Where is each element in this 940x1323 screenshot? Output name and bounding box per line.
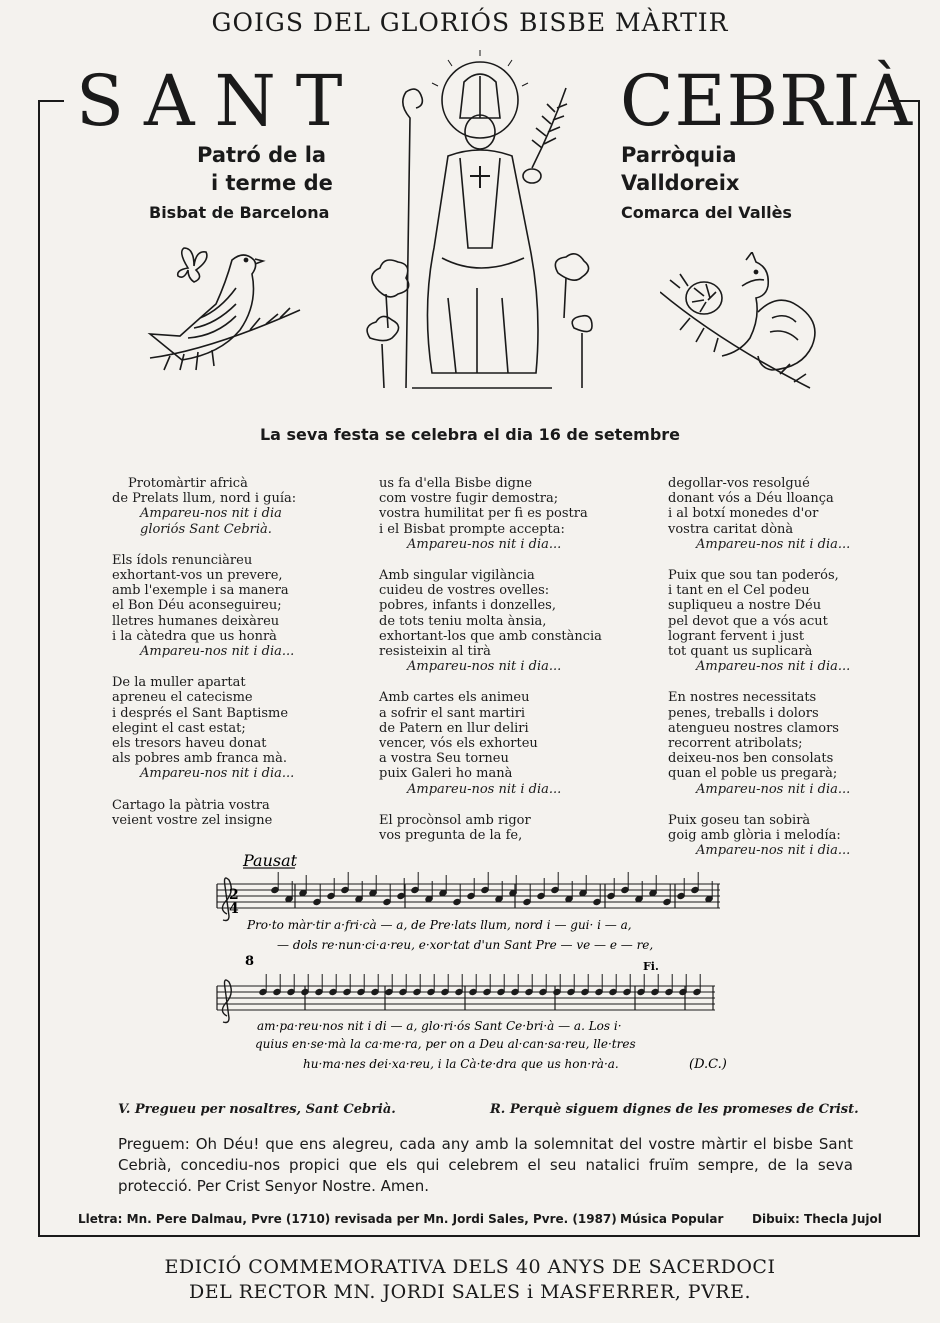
- verse-line: i al botxí monedes d'or: [668, 506, 819, 522]
- verse-line: Els ídols renunciàreu: [112, 552, 253, 568]
- verse-line: puix Galeri ho manà: [379, 766, 513, 782]
- verse-line: lletres humanes deixàreu: [112, 613, 280, 629]
- lyrics-line-2b: quius en·se·mà la ca·me·ra, per on a Deu al·can·sa·reu, lle·tres: [255, 1037, 636, 1051]
- verse-line: goig amb glòria i melodía:: [668, 828, 841, 844]
- verse-line: el Bon Déu aconseguireu;: [112, 598, 282, 614]
- stanza: [379, 568, 602, 674]
- verse-line: vostra humilitat per fi es postra: [379, 506, 588, 522]
- verse-line: vostra caritat dònà: [668, 521, 794, 537]
- verse-line: vos pregunta de la fe,: [379, 828, 523, 844]
- music-score: [215, 846, 735, 1078]
- right-subtitle-line3: Comarca del Vallès: [621, 203, 792, 222]
- verse-line: a sofrir el sant martiri: [379, 705, 526, 721]
- verse-line: Amb singular vigilància: [379, 568, 535, 584]
- verse-line: quan el poble us pregarà;: [668, 766, 838, 782]
- frame-top-left-rule: [38, 100, 64, 102]
- verse-column-1: [112, 476, 296, 844]
- verse-line: als pobres amb franca mà.: [112, 751, 287, 767]
- stanza: [112, 798, 296, 828]
- verse-line: exhortant-los que amb constància: [379, 628, 602, 644]
- refrain-line: Ampareu-nos nit i dia: [140, 506, 282, 522]
- fine-marking: Fi.: [643, 960, 659, 973]
- verse-line: cuideu de vostres ovelles:: [379, 583, 550, 599]
- verse-line: donant vós a Déu lloança: [668, 491, 834, 507]
- footer-line-1: EDICIÓ COMMEMORATIVA DELS 40 ANYS DE SACERDOCI: [164, 1256, 776, 1278]
- stanza: [379, 690, 602, 796]
- refrain-line: Ampareu-nos nit i dia...: [696, 536, 851, 552]
- credits-drawing: Dibuix: Thecla Jujol: [752, 1212, 882, 1226]
- verse-line: apreneu el catecisme: [112, 690, 253, 706]
- prayer-text: Preguem: Oh Déu! que ens alegreu, cada any amb la solemnitat del vostre màrtir el bisbe Sant Cebrià, concediu-nos propici que els qui celebrem el seu natalici fruïm sempre, de la seva protecció. Per Crist Senyor Nostre. Amen.: [118, 1135, 853, 1195]
- verse-line: degollar-vos resolgué: [668, 476, 810, 491]
- refrain-line: Ampareu-nos nit i dia...: [407, 781, 562, 797]
- verse-line: atengueu nostres clamors: [668, 720, 839, 736]
- squirrel-illustration: [660, 252, 830, 392]
- verse-line: vencer, vós els exhorteu: [379, 736, 538, 752]
- lyrics-line-2c: hu·ma·nes dei·xa·reu, i la Cà·te·dra que us hon·rà·a.: [303, 1057, 619, 1071]
- lyrics-line-1b: — dols re·nun·ci·a·reu, e·xor·tat d'un Sant Pre — ve — e — re,: [277, 938, 654, 952]
- stanza: [668, 690, 850, 796]
- verse-line: us fa d'ella Bisbe digne: [379, 476, 533, 491]
- staff-2: [217, 974, 715, 1023]
- left-subtitle: [197, 141, 333, 197]
- verse-line: Puix que sou tan poderós,: [668, 568, 839, 584]
- staff-1: [217, 872, 720, 921]
- right-subtitle-line2: Valldoreix: [621, 171, 740, 195]
- refrain-line: Ampareu-nos nit i dia...: [696, 659, 851, 675]
- verse-line: resisteixin al tirà: [379, 644, 491, 660]
- refrain-line: gloriós Sant Cebrià.: [140, 521, 272, 537]
- stanza: [112, 553, 296, 659]
- saint-bishop-illustration: [352, 48, 602, 393]
- lyrics-line-2a: am·pa·reu·nos nit i di — a, glo·ri·ós Sant Ce·bri·à — a. Los i·: [257, 1019, 622, 1033]
- verse-line: com vostre fugir demostra;: [379, 491, 559, 507]
- verse-column-3: [668, 476, 850, 874]
- verse-line: Protomàrtir africà: [128, 476, 248, 491]
- verse-line: penes, treballs i dolors: [668, 705, 819, 721]
- stanza: [668, 568, 850, 674]
- refrain-line: Ampareu-nos nit i dia...: [696, 781, 851, 797]
- verse-line: Cartago la pàtria vostra: [112, 797, 270, 813]
- verse-line: pel devot que a vós acut: [668, 613, 828, 629]
- verse-line: En nostres necessitats: [668, 690, 817, 706]
- verse-line: de Prelats llum, nord i guía:: [112, 491, 297, 507]
- credits-music: Música Popular: [620, 1212, 724, 1226]
- verse-line: a vostra Seu torneu: [379, 751, 509, 767]
- verse-line: deixeu-nos ben consolats: [668, 751, 834, 767]
- verse-line: supliqueu a nostre Déu: [668, 598, 822, 614]
- stanza: [112, 675, 296, 781]
- time-signature-top: 2: [229, 887, 239, 903]
- bird-illustration: [140, 238, 305, 388]
- verse-line: recorrent atribolats;: [668, 736, 803, 752]
- verse-line: pobres, infants i donzelles,: [379, 598, 556, 614]
- verse-line: Puix goseu tan sobirà: [668, 812, 811, 828]
- refrain-line: Ampareu-nos nit i dia...: [696, 843, 851, 859]
- credits-lyrics: Lletra: Mn. Pere Dalmau, Pvre (1710) revisada per Mn. Jordi Sales, Pvre. (1987): [78, 1212, 617, 1226]
- time-signature-bottom: 4: [229, 901, 239, 917]
- stanza: [668, 476, 850, 552]
- refrain-line: Ampareu-nos nit i dia...: [407, 536, 562, 552]
- stanza: [379, 813, 602, 843]
- verse-line: i la càtedra que us honrà: [112, 628, 277, 644]
- verse-line: tot quant us suplicarà: [668, 644, 813, 660]
- name-left: SANT: [76, 60, 363, 142]
- refrain-line: Ampareu-nos nit i dia...: [407, 659, 562, 675]
- left-subtitle-line2: i terme de: [211, 171, 333, 195]
- footer-line-2: DEL RECTOR MN. JORDI SALES i MASFERRER, PVRE.: [188, 1281, 751, 1303]
- versicle: V. Pregueu per nosaltres, Sant Cebrià.: [118, 1102, 396, 1117]
- response: R. Perquè siguem dignes de les promeses de Crist.: [490, 1102, 859, 1117]
- verse-line: i el Bisbat prompte accepta:: [379, 521, 565, 537]
- verse-line: elegint el cast estat;: [112, 720, 246, 736]
- right-subtitle: [621, 141, 739, 197]
- refrain-line: Ampareu-nos nit i dia...: [140, 644, 295, 660]
- verse-line: De la muller apartat: [112, 675, 246, 691]
- verse-line: logrant fervent i just: [668, 628, 805, 644]
- lyrics-line-1a: Pro·to màr·tir a·fri·cà — a, de Pre·lats llum, nord i — gui· i — a,: [247, 918, 632, 932]
- verse-line: Amb cartes els animeu: [379, 690, 530, 706]
- verse-line: de Patern en llur deliri: [379, 720, 529, 736]
- left-subtitle-line3: Bisbat de Barcelona: [149, 203, 330, 222]
- verse-line: els tresors haveu donat: [112, 736, 267, 752]
- right-subtitle-line1: Parròquia: [621, 143, 737, 167]
- verse-line: de tots teniu molta ànsia,: [379, 613, 547, 629]
- verse-column-2: [379, 476, 602, 859]
- da-capo-marking: (D.C.): [689, 1057, 727, 1072]
- verse-line: El procònsol amb rigor: [379, 812, 531, 828]
- left-subtitle-line1: Patró de la: [197, 143, 327, 167]
- refrain-line: Ampareu-nos nit i dia...: [140, 766, 295, 782]
- feast-date: La seva festa se celebra el dia 16 de setembre: [259, 425, 681, 444]
- measure-number: 8: [245, 954, 255, 969]
- verse-line: i tant en el Cel podeu: [668, 583, 810, 599]
- top-title: GOIGS DEL GLORIÓS BISBE MÀRTIR: [211, 8, 729, 37]
- verse-line: i després el Sant Baptisme: [112, 705, 289, 721]
- verse-line: veient vostre zel insigne: [112, 812, 273, 828]
- verse-line: amb l'exemple i sa manera: [112, 583, 289, 599]
- name-right: CEBRIÀ: [620, 60, 914, 142]
- tempo-marking: Pausat: [243, 851, 298, 870]
- stanza: [112, 476, 296, 537]
- verse-line: exhortant-vos un prevere,: [112, 568, 283, 584]
- stanza: [379, 476, 602, 552]
